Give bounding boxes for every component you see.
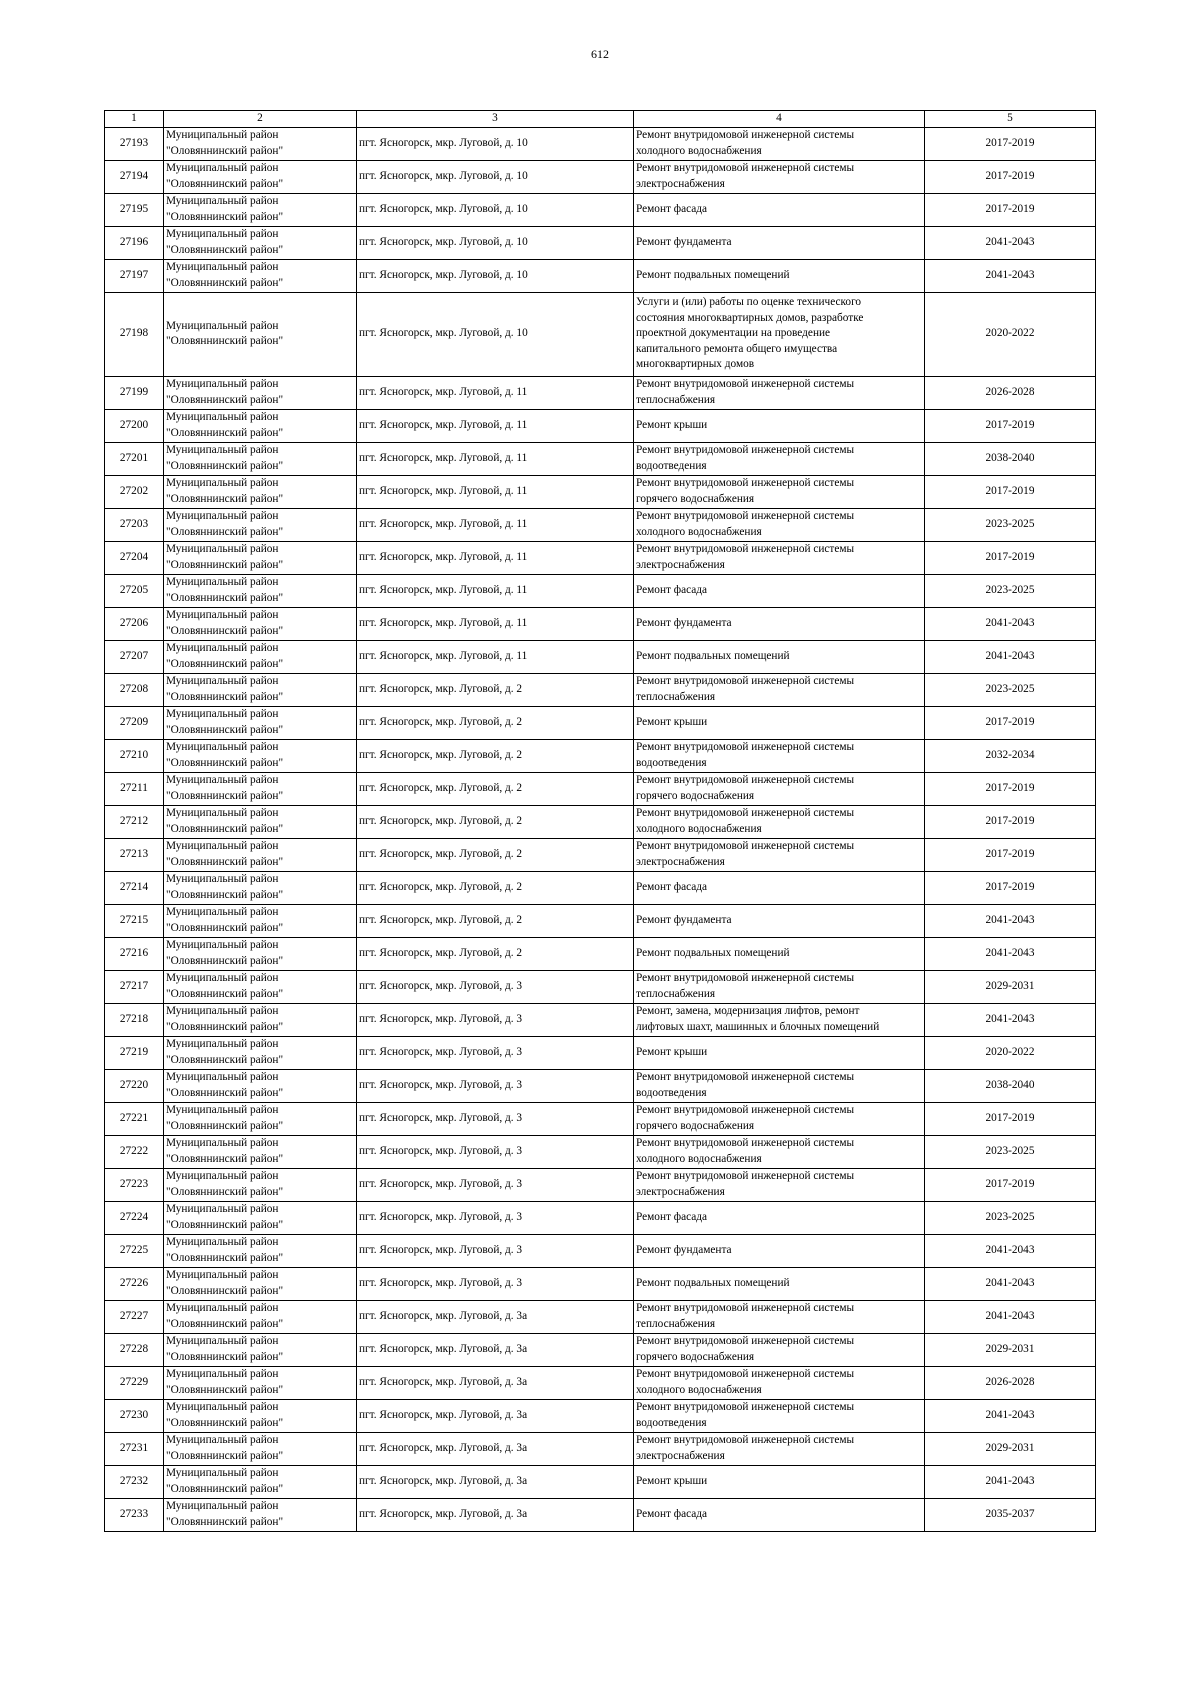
- table-row: [105, 739, 1096, 772]
- table-row: [105, 127, 1096, 160]
- row-number: 27193: [105, 127, 164, 160]
- district-cell: Муниципальный район "Оловяннинский район": [164, 1333, 357, 1366]
- address-cell: пгт. Ясногорск, мкр. Луговой, д. 10: [357, 127, 634, 160]
- page-number: 612: [591, 47, 609, 61]
- work-type-cell: Ремонт фасада: [634, 574, 925, 607]
- table-row: [105, 1399, 1096, 1432]
- address-cell: пгт. Ясногорск, мкр. Луговой, д. 3: [357, 1201, 634, 1234]
- work-type-cell: Ремонт внутридомовой инженерной системы холодного водоснабжения: [634, 508, 925, 541]
- work-type-cell: Ремонт, замена, модернизация лифтов, ремонт лифтовых шахт, машинных и блочных помещений: [634, 1003, 925, 1036]
- district-cell: Муниципальный район "Оловяннинский район": [164, 1135, 357, 1168]
- address-cell: пгт. Ясногорск, мкр. Луговой, д. 3а: [357, 1432, 634, 1465]
- work-type-cell: Ремонт внутридомовой инженерной системы горячего водоснабжения: [634, 475, 925, 508]
- table-row: [105, 1333, 1096, 1366]
- period-cell: 2017-2019: [925, 193, 1096, 226]
- period-cell: 2017-2019: [925, 772, 1096, 805]
- address-cell: пгт. Ясногорск, мкр. Луговой, д. 11: [357, 574, 634, 607]
- row-number: 27224: [105, 1201, 164, 1234]
- address-cell: пгт. Ясногорск, мкр. Луговой, д. 3: [357, 1069, 634, 1102]
- address-cell: пгт. Ясногорск, мкр. Луговой, д. 11: [357, 376, 634, 409]
- district-cell: Муниципальный район "Оловяннинский район": [164, 475, 357, 508]
- work-type-cell: Ремонт внутридомовой инженерной системы горячего водоснабжения: [634, 1333, 925, 1366]
- work-type-cell: Ремонт фундамента: [634, 904, 925, 937]
- period-cell: 2026-2028: [925, 1366, 1096, 1399]
- work-type-cell: Ремонт фасада: [634, 1498, 925, 1531]
- row-number: 27218: [105, 1003, 164, 1036]
- address-cell: пгт. Ясногорск, мкр. Луговой, д. 10: [357, 292, 634, 376]
- table-row: [105, 409, 1096, 442]
- table-row: [105, 1267, 1096, 1300]
- row-number: 27214: [105, 871, 164, 904]
- district-cell: Муниципальный район "Оловяннинский район": [164, 706, 357, 739]
- period-cell: 2041-2043: [925, 1234, 1096, 1267]
- district-cell: Муниципальный район "Оловяннинский район": [164, 640, 357, 673]
- work-type-cell: Ремонт фасада: [634, 1201, 925, 1234]
- column-header: 3: [357, 111, 634, 128]
- address-cell: пгт. Ясногорск, мкр. Луговой, д. 3: [357, 1102, 634, 1135]
- address-cell: пгт. Ясногорск, мкр. Луговой, д. 10: [357, 226, 634, 259]
- period-cell: 2017-2019: [925, 805, 1096, 838]
- work-type-cell: Ремонт внутридомовой инженерной системы водоотведения: [634, 442, 925, 475]
- address-cell: пгт. Ясногорск, мкр. Луговой, д. 2: [357, 904, 634, 937]
- district-cell: Муниципальный район "Оловяннинский район": [164, 739, 357, 772]
- period-cell: 2020-2022: [925, 1036, 1096, 1069]
- work-type-cell: Ремонт крыши: [634, 1465, 925, 1498]
- address-cell: пгт. Ясногорск, мкр. Луговой, д. 3: [357, 1168, 634, 1201]
- period-cell: 2017-2019: [925, 706, 1096, 739]
- period-cell: 2017-2019: [925, 838, 1096, 871]
- column-header: 2: [164, 111, 357, 128]
- address-cell: пгт. Ясногорск, мкр. Луговой, д. 10: [357, 193, 634, 226]
- period-cell: 2023-2025: [925, 574, 1096, 607]
- table-row: [105, 937, 1096, 970]
- address-cell: пгт. Ясногорск, мкр. Луговой, д. 11: [357, 442, 634, 475]
- district-cell: Муниципальный район "Оловяннинский район": [164, 409, 357, 442]
- table-row: [105, 1069, 1096, 1102]
- district-cell: Муниципальный район "Оловяннинский район": [164, 838, 357, 871]
- district-cell: Муниципальный район "Оловяннинский район": [164, 259, 357, 292]
- district-cell: Муниципальный район "Оловяннинский район": [164, 970, 357, 1003]
- address-cell: пгт. Ясногорск, мкр. Луговой, д. 3: [357, 970, 634, 1003]
- work-type-cell: Ремонт подвальных помещений: [634, 259, 925, 292]
- work-type-cell: Ремонт внутридомовой инженерной системы водоотведения: [634, 739, 925, 772]
- period-cell: 2041-2043: [925, 1300, 1096, 1333]
- table-row: [105, 475, 1096, 508]
- table-row: [105, 1366, 1096, 1399]
- period-cell: 2029-2031: [925, 1432, 1096, 1465]
- period-cell: 2038-2040: [925, 442, 1096, 475]
- row-number: 27228: [105, 1333, 164, 1366]
- table-row: [105, 904, 1096, 937]
- table-row: [105, 1102, 1096, 1135]
- row-number: 27199: [105, 376, 164, 409]
- district-cell: Муниципальный район "Оловяннинский район": [164, 193, 357, 226]
- work-type-cell: Ремонт внутридомовой инженерной системы электроснабжения: [634, 541, 925, 574]
- table-row: [105, 292, 1096, 376]
- address-cell: пгт. Ясногорск, мкр. Луговой, д. 11: [357, 508, 634, 541]
- district-cell: Муниципальный район "Оловяннинский район": [164, 1234, 357, 1267]
- address-cell: пгт. Ясногорск, мкр. Луговой, д. 2: [357, 937, 634, 970]
- row-number: 27217: [105, 970, 164, 1003]
- table-row: [105, 607, 1096, 640]
- work-type-cell: Ремонт внутридомовой инженерной системы водоотведения: [634, 1069, 925, 1102]
- work-type-cell: Ремонт внутридомовой инженерной системы электроснабжения: [634, 160, 925, 193]
- period-cell: 2041-2043: [925, 904, 1096, 937]
- period-cell: 2029-2031: [925, 1333, 1096, 1366]
- table-row: [105, 772, 1096, 805]
- period-cell: 2017-2019: [925, 541, 1096, 574]
- row-number: 27202: [105, 475, 164, 508]
- row-number: 27227: [105, 1300, 164, 1333]
- row-number: 27205: [105, 574, 164, 607]
- row-number: 27229: [105, 1366, 164, 1399]
- district-cell: Муниципальный район "Оловяннинский район": [164, 160, 357, 193]
- period-cell: 2041-2043: [925, 937, 1096, 970]
- period-cell: 2029-2031: [925, 970, 1096, 1003]
- work-type-cell: Ремонт подвальных помещений: [634, 937, 925, 970]
- address-cell: пгт. Ясногорск, мкр. Луговой, д. 3: [357, 1267, 634, 1300]
- district-cell: Муниципальный район "Оловяннинский район": [164, 292, 357, 376]
- table-row: [105, 1135, 1096, 1168]
- district-cell: Муниципальный район "Оловяннинский район": [164, 1465, 357, 1498]
- row-number: 27233: [105, 1498, 164, 1531]
- district-cell: Муниципальный район "Оловяннинский район": [164, 1366, 357, 1399]
- work-type-cell: Ремонт фасада: [634, 193, 925, 226]
- table-row: [105, 1432, 1096, 1465]
- period-cell: 2017-2019: [925, 160, 1096, 193]
- period-cell: 2041-2043: [925, 607, 1096, 640]
- work-type-cell: Ремонт внутридомовой инженерной системы электроснабжения: [634, 838, 925, 871]
- row-number: 27213: [105, 838, 164, 871]
- district-cell: Муниципальный район "Оловяннинский район": [164, 541, 357, 574]
- table-row: [105, 970, 1096, 1003]
- work-type-cell: Ремонт внутридомовой инженерной системы теплоснабжения: [634, 376, 925, 409]
- district-cell: Муниципальный район "Оловяннинский район": [164, 673, 357, 706]
- table-row: [105, 376, 1096, 409]
- period-cell: 2017-2019: [925, 127, 1096, 160]
- column-header: 4: [634, 111, 925, 128]
- table-row: [105, 574, 1096, 607]
- district-cell: Муниципальный район "Оловяннинский район": [164, 127, 357, 160]
- period-cell: 2041-2043: [925, 226, 1096, 259]
- row-number: 27215: [105, 904, 164, 937]
- address-cell: пгт. Ясногорск, мкр. Луговой, д. 3а: [357, 1300, 634, 1333]
- table-row: [105, 1003, 1096, 1036]
- period-cell: 2023-2025: [925, 508, 1096, 541]
- address-cell: пгт. Ясногорск, мкр. Луговой, д. 3а: [357, 1465, 634, 1498]
- row-number: 27209: [105, 706, 164, 739]
- district-cell: Муниципальный район "Оловяннинский район": [164, 1498, 357, 1531]
- row-number: 27219: [105, 1036, 164, 1069]
- work-type-cell: Ремонт крыши: [634, 1036, 925, 1069]
- address-cell: пгт. Ясногорск, мкр. Луговой, д. 3: [357, 1036, 634, 1069]
- district-cell: Муниципальный район "Оловяннинский район": [164, 1069, 357, 1102]
- period-cell: 2026-2028: [925, 376, 1096, 409]
- address-cell: пгт. Ясногорск, мкр. Луговой, д. 11: [357, 409, 634, 442]
- period-cell: 2041-2043: [925, 640, 1096, 673]
- work-type-cell: Ремонт внутридомовой инженерной системы холодного водоснабжения: [634, 1366, 925, 1399]
- row-number: 27203: [105, 508, 164, 541]
- address-cell: пгт. Ясногорск, мкр. Луговой, д. 3а: [357, 1399, 634, 1432]
- work-type-cell: Ремонт внутридомовой инженерной системы электроснабжения: [634, 1432, 925, 1465]
- work-type-cell: Ремонт внутридомовой инженерной системы теплоснабжения: [634, 673, 925, 706]
- table-row: [105, 226, 1096, 259]
- district-cell: Муниципальный район "Оловяннинский район": [164, 1168, 357, 1201]
- district-cell: Муниципальный район "Оловяннинский район": [164, 508, 357, 541]
- column-header: 5: [925, 111, 1096, 128]
- row-number: 27198: [105, 292, 164, 376]
- period-cell: 2041-2043: [925, 1003, 1096, 1036]
- table-row: [105, 1201, 1096, 1234]
- row-number: 27225: [105, 1234, 164, 1267]
- district-cell: Муниципальный район "Оловяннинский район": [164, 1036, 357, 1069]
- table-row: [105, 1498, 1096, 1531]
- table-row: [105, 871, 1096, 904]
- district-cell: Муниципальный район "Оловяннинский район": [164, 442, 357, 475]
- work-type-cell: Ремонт подвальных помещений: [634, 640, 925, 673]
- address-cell: пгт. Ясногорск, мкр. Луговой, д. 11: [357, 475, 634, 508]
- district-cell: Муниципальный район "Оловяннинский район": [164, 574, 357, 607]
- row-number: 27216: [105, 937, 164, 970]
- address-cell: пгт. Ясногорск, мкр. Луговой, д. 3а: [357, 1333, 634, 1366]
- district-cell: Муниципальный район "Оловяннинский район": [164, 1201, 357, 1234]
- row-number: 27197: [105, 259, 164, 292]
- address-cell: пгт. Ясногорск, мкр. Луговой, д. 11: [357, 640, 634, 673]
- work-type-cell: Ремонт крыши: [634, 409, 925, 442]
- address-cell: пгт. Ясногорск, мкр. Луговой, д. 2: [357, 706, 634, 739]
- period-cell: 2035-2037: [925, 1498, 1096, 1531]
- table-row: [105, 160, 1096, 193]
- address-cell: пгт. Ясногорск, мкр. Луговой, д. 2: [357, 805, 634, 838]
- address-cell: пгт. Ясногорск, мкр. Луговой, д. 2: [357, 871, 634, 904]
- work-type-cell: Ремонт крыши: [634, 706, 925, 739]
- district-cell: Муниципальный район "Оловяннинский район": [164, 1102, 357, 1135]
- district-cell: Муниципальный район "Оловяннинский район": [164, 226, 357, 259]
- row-number: 27221: [105, 1102, 164, 1135]
- work-type-cell: Ремонт фундамента: [634, 1234, 925, 1267]
- table-row: [105, 259, 1096, 292]
- table-row: [105, 1036, 1096, 1069]
- row-number: 27200: [105, 409, 164, 442]
- row-number: 27211: [105, 772, 164, 805]
- capital-repair-table: [104, 110, 1096, 1532]
- period-cell: 2017-2019: [925, 409, 1096, 442]
- period-cell: 2041-2043: [925, 1267, 1096, 1300]
- work-type-cell: Ремонт внутридомовой инженерной системы теплоснабжения: [634, 970, 925, 1003]
- work-type-cell: Ремонт внутридомовой инженерной системы холодного водоснабжения: [634, 1135, 925, 1168]
- table-row: [105, 442, 1096, 475]
- table-row: [105, 508, 1096, 541]
- table-row: [105, 838, 1096, 871]
- address-cell: пгт. Ясногорск, мкр. Луговой, д. 2: [357, 838, 634, 871]
- table-row: [105, 706, 1096, 739]
- table-row: [105, 805, 1096, 838]
- period-cell: 2020-2022: [925, 292, 1096, 376]
- address-cell: пгт. Ясногорск, мкр. Луговой, д. 11: [357, 541, 634, 574]
- row-number: 27210: [105, 739, 164, 772]
- period-cell: 2023-2025: [925, 673, 1096, 706]
- row-number: 27230: [105, 1399, 164, 1432]
- column-header: 1: [105, 111, 164, 128]
- period-cell: 2041-2043: [925, 1399, 1096, 1432]
- row-number: 27204: [105, 541, 164, 574]
- period-cell: 2023-2025: [925, 1201, 1096, 1234]
- district-cell: Муниципальный район "Оловяннинский район": [164, 1399, 357, 1432]
- district-cell: Муниципальный район "Оловяннинский район": [164, 1003, 357, 1036]
- period-cell: 2017-2019: [925, 1102, 1096, 1135]
- address-cell: пгт. Ясногорск, мкр. Луговой, д. 3: [357, 1234, 634, 1267]
- address-cell: пгт. Ясногорск, мкр. Луговой, д. 10: [357, 259, 634, 292]
- table-row: [105, 640, 1096, 673]
- row-number: 27196: [105, 226, 164, 259]
- row-number: 27222: [105, 1135, 164, 1168]
- work-type-cell: Ремонт фасада: [634, 871, 925, 904]
- row-number: 27220: [105, 1069, 164, 1102]
- period-cell: 2017-2019: [925, 475, 1096, 508]
- work-type-cell: Ремонт внутридомовой инженерной системы горячего водоснабжения: [634, 772, 925, 805]
- period-cell: 2041-2043: [925, 1465, 1096, 1498]
- table-row: [105, 1234, 1096, 1267]
- table-row: [105, 541, 1096, 574]
- work-type-cell: Ремонт фундамента: [634, 226, 925, 259]
- row-number: 27212: [105, 805, 164, 838]
- row-number: 27223: [105, 1168, 164, 1201]
- district-cell: Муниципальный район "Оловяннинский район": [164, 1300, 357, 1333]
- work-type-cell: Ремонт фундамента: [634, 607, 925, 640]
- address-cell: пгт. Ясногорск, мкр. Луговой, д. 10: [357, 160, 634, 193]
- row-number: 27207: [105, 640, 164, 673]
- row-number: 27194: [105, 160, 164, 193]
- address-cell: пгт. Ясногорск, мкр. Луговой, д. 2: [357, 673, 634, 706]
- table-row: [105, 193, 1096, 226]
- work-type-cell: Ремонт внутридомовой инженерной системы холодного водоснабжения: [634, 805, 925, 838]
- district-cell: Муниципальный район "Оловяннинский район": [164, 607, 357, 640]
- work-type-cell: Ремонт внутридомовой инженерной системы холодного водоснабжения: [634, 127, 925, 160]
- period-cell: 2038-2040: [925, 1069, 1096, 1102]
- table-row: [105, 1168, 1096, 1201]
- address-cell: пгт. Ясногорск, мкр. Луговой, д. 2: [357, 739, 634, 772]
- work-type-cell: Услуги и (или) работы по оценке технического состояния многоквартирных домов, разработке проектной документации на проведение капитального ремонта общего имущества многоквартирных домов: [634, 292, 925, 376]
- row-number: 27201: [105, 442, 164, 475]
- table-row: [105, 1300, 1096, 1333]
- row-number: 27206: [105, 607, 164, 640]
- district-cell: Муниципальный район "Оловяннинский район": [164, 772, 357, 805]
- address-cell: пгт. Ясногорск, мкр. Луговой, д. 3а: [357, 1498, 634, 1531]
- period-cell: 2032-2034: [925, 739, 1096, 772]
- row-number: 27195: [105, 193, 164, 226]
- row-number: 27231: [105, 1432, 164, 1465]
- work-type-cell: Ремонт подвальных помещений: [634, 1267, 925, 1300]
- work-type-cell: Ремонт внутридомовой инженерной системы водоотведения: [634, 1399, 925, 1432]
- row-number: 27226: [105, 1267, 164, 1300]
- work-type-cell: Ремонт внутридомовой инженерной системы горячего водоснабжения: [634, 1102, 925, 1135]
- address-cell: пгт. Ясногорск, мкр. Луговой, д. 3: [357, 1135, 634, 1168]
- period-cell: 2041-2043: [925, 259, 1096, 292]
- district-cell: Муниципальный район "Оловяннинский район": [164, 1267, 357, 1300]
- district-cell: Муниципальный район "Оловяннинский район": [164, 904, 357, 937]
- table-row: [105, 673, 1096, 706]
- work-type-cell: Ремонт внутридомовой инженерной системы теплоснабжения: [634, 1300, 925, 1333]
- period-cell: 2017-2019: [925, 871, 1096, 904]
- address-cell: пгт. Ясногорск, мкр. Луговой, д. 11: [357, 607, 634, 640]
- district-cell: Муниципальный район "Оловяннинский район": [164, 871, 357, 904]
- district-cell: Муниципальный район "Оловяннинский район": [164, 937, 357, 970]
- work-type-cell: Ремонт внутридомовой инженерной системы электроснабжения: [634, 1168, 925, 1201]
- row-number: 27232: [105, 1465, 164, 1498]
- header-row: [105, 111, 1096, 128]
- address-cell: пгт. Ясногорск, мкр. Луговой, д. 3: [357, 1003, 634, 1036]
- district-cell: Муниципальный район "Оловяннинский район": [164, 1432, 357, 1465]
- address-cell: пгт. Ясногорск, мкр. Луговой, д. 2: [357, 772, 634, 805]
- address-cell: пгт. Ясногорск, мкр. Луговой, д. 3а: [357, 1366, 634, 1399]
- period-cell: 2023-2025: [925, 1135, 1096, 1168]
- district-cell: Муниципальный район "Оловяннинский район": [164, 805, 357, 838]
- district-cell: Муниципальный район "Оловяннинский район": [164, 376, 357, 409]
- period-cell: 2017-2019: [925, 1168, 1096, 1201]
- table-row: [105, 1465, 1096, 1498]
- row-number: 27208: [105, 673, 164, 706]
